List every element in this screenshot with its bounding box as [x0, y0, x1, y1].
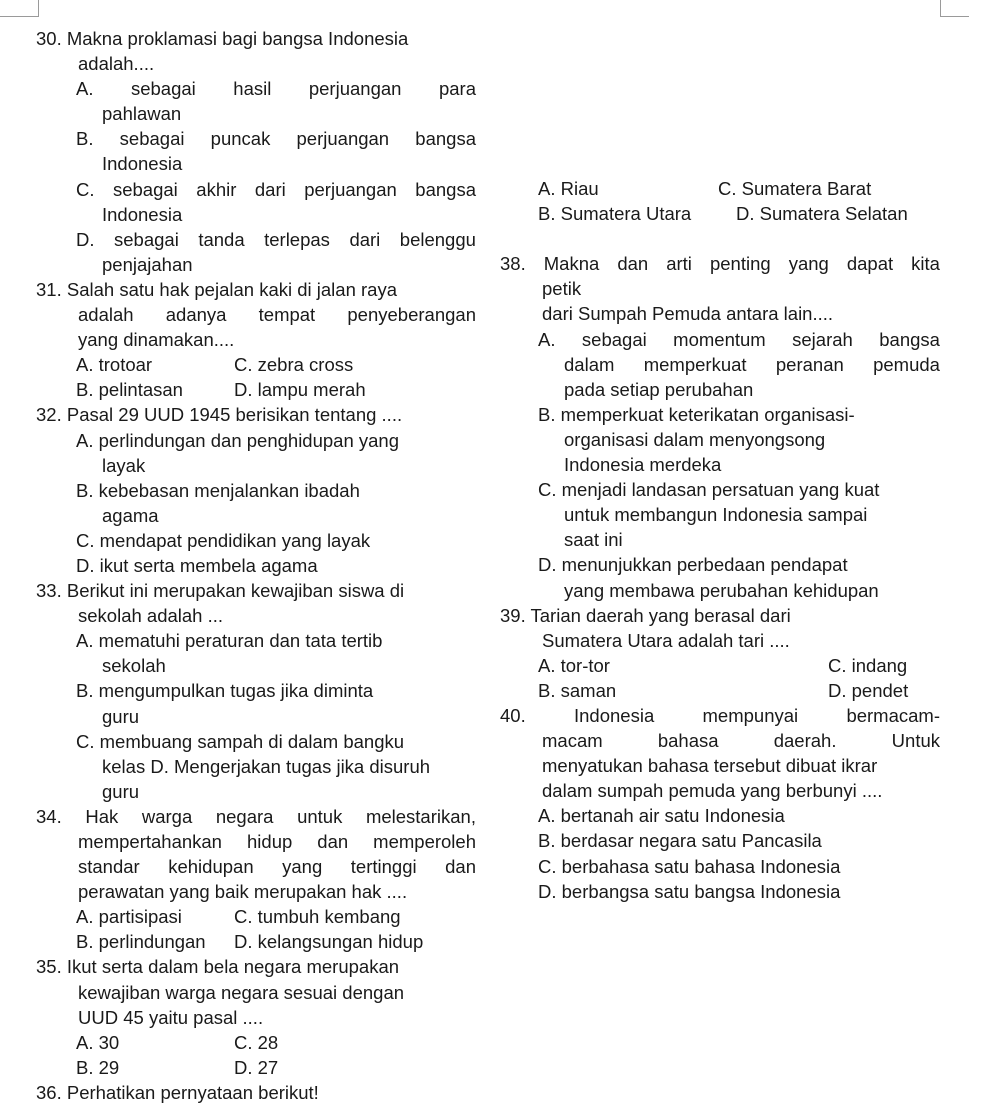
option-first: A. tor-tor: [538, 654, 610, 676]
option-line: pada setiap perubahan: [564, 378, 754, 400]
option-first: A. Riau: [538, 178, 599, 199]
word: dan: [445, 856, 476, 878]
word: 40.: [500, 704, 526, 726]
option-pair: [500, 678, 940, 703]
word: dan: [317, 831, 349, 852]
option-line: [500, 327, 940, 352]
word: B.: [76, 128, 94, 150]
word: D.: [76, 228, 95, 250]
option-first: A. trotoar: [76, 354, 153, 376]
word: sebagai: [581, 328, 647, 350]
option-first: A. partisipasi: [76, 906, 182, 928]
option-first: B. perlindungan: [76, 931, 206, 953]
option-first: B. 29: [76, 1056, 120, 1078]
word: pemuda: [873, 353, 940, 375]
option-line: [36, 227, 476, 252]
option-second: C. zebra cross: [234, 354, 354, 376]
word: hasil: [233, 78, 272, 100]
word: tanda: [198, 228, 245, 250]
option-pair: [500, 201, 940, 226]
option-line: C. membuang sampah di dalam bangku: [76, 730, 405, 752]
question-line: perawatan yang baik merupakan hak ....: [78, 881, 408, 903]
option-line: penjajahan: [102, 253, 193, 275]
word: bangsa: [879, 328, 940, 350]
option-pair: [36, 929, 476, 954]
question-line: Sumatera Utara adalah tari ....: [542, 629, 790, 651]
q34-question: [36, 804, 476, 829]
word: belenggu: [399, 228, 476, 250]
word: dalam: [564, 353, 615, 375]
option-pair: [500, 653, 940, 678]
option-second: D. 27: [234, 1056, 279, 1078]
option-line: Indonesia: [102, 203, 183, 225]
question-line: kewajiban warga negara sesuai dengan: [78, 981, 405, 1003]
option-line: [500, 226, 940, 251]
option-line: untuk membangun Indonesia sampai: [564, 504, 868, 526]
question-line: dari Sumpah Pemuda antara lain....: [542, 303, 834, 325]
question-line: [36, 302, 476, 327]
option-second: C. tumbuh kembang: [234, 906, 401, 928]
option-line: kelas D. Mengerjakan tugas jika disuruh: [102, 755, 431, 777]
word: para: [438, 78, 476, 100]
word: akhir: [196, 178, 237, 200]
word: peranan: [775, 353, 844, 375]
option-second: C. 28: [234, 1031, 279, 1053]
option-pair: [36, 1055, 476, 1080]
right-column: [500, 176, 940, 904]
word: Untuk: [891, 730, 940, 752]
word: standar: [78, 856, 140, 878]
option-line: [36, 126, 476, 151]
option-line: C. berbahasa satu bahasa Indonesia: [538, 855, 841, 877]
word: terlepas: [264, 228, 330, 250]
word: adalah: [78, 304, 134, 326]
word: kita: [911, 253, 940, 275]
option-pair: [36, 1030, 476, 1055]
word: macam: [542, 730, 603, 752]
q39-question: 39. Tarian daerah yang berasal dari: [500, 604, 791, 626]
word: perjuangan: [304, 178, 397, 200]
question-line: adalah....: [78, 53, 155, 75]
word: penyeberangan: [347, 304, 476, 326]
word: kehidupan: [168, 856, 254, 878]
option-second: D. lampu merah: [234, 379, 366, 401]
word: mempertahankan: [78, 831, 222, 852]
word: A.: [538, 328, 556, 350]
option-line: yang membawa perubahan kehidupan: [564, 579, 879, 601]
option-line: D. menunjukkan perbedaan pendapat: [538, 554, 848, 576]
option-line: Indonesia merdeka: [564, 454, 722, 476]
option-first: B. Sumatera Utara: [538, 203, 692, 225]
question-line: sekolah adalah ...: [78, 605, 224, 627]
question-line: menyatukan bahasa tersebut dibuat ikrar: [542, 755, 878, 777]
option-line: B. berdasar negara satu Pancasila: [538, 830, 822, 852]
option-line: D. ikut serta membela agama: [76, 554, 318, 576]
option-line: sekolah: [102, 655, 166, 677]
q31-question: 31. Salah satu hak pejalan kaki di jalan raya: [36, 278, 397, 300]
word: sebagai: [130, 78, 196, 100]
option-pair: [500, 176, 940, 201]
option-second: C. Sumatera Barat: [718, 178, 872, 199]
option-line: D. berbangsa satu bangsa Indonesia: [538, 880, 841, 902]
option-first: A. 30: [76, 1031, 120, 1053]
q33-question: 33. Berikut ini merupakan kewajiban siswa di: [36, 580, 405, 602]
word: dari: [254, 178, 286, 200]
q38-question: [500, 251, 940, 276]
option-line: pahlawan: [102, 103, 182, 125]
word: perjuangan: [296, 128, 390, 150]
option-second: C. indang: [828, 654, 908, 676]
question-line: petik: [542, 278, 582, 300]
word: mempunyai: [702, 704, 799, 726]
option-line: saat ini: [564, 529, 623, 551]
option-first: B. saman: [538, 679, 617, 701]
word: 34.: [36, 805, 62, 827]
word: yang: [788, 253, 829, 275]
option-line: B. kebebasan menjalankan ibadah: [76, 479, 360, 501]
word: Makna: [543, 253, 600, 275]
q35-question: 35. Ikut serta dalam bela negara merupakan: [36, 956, 400, 978]
option-line: layak: [102, 454, 146, 476]
corner-mark-left: [0, 0, 39, 17]
word: hidup: [247, 831, 293, 852]
option-line: Indonesia: [102, 153, 183, 175]
word: memperoleh: [373, 831, 476, 852]
word: sejarah: [792, 328, 853, 350]
word: penting: [709, 253, 771, 275]
option-second: D. kelangsungan hidup: [234, 931, 424, 953]
option-first: B. pelintasan: [76, 379, 183, 401]
option-line: A. bertanah air satu Indonesia: [538, 805, 785, 827]
option-pair: [36, 904, 476, 929]
option-line: [500, 352, 940, 377]
word: warga: [141, 805, 193, 827]
option-second: D. Sumatera Selatan: [736, 203, 908, 225]
word: momentum: [673, 328, 766, 350]
option-line: agama: [102, 504, 159, 526]
word: puncak: [210, 128, 271, 150]
question-line: UUD 45 yaitu pasal ....: [78, 1006, 264, 1028]
left-column: [36, 26, 476, 1105]
q40-question: [500, 703, 940, 728]
word: untuk: [297, 805, 343, 827]
option-line: C. mendapat pendidikan yang layak: [76, 529, 371, 551]
word: bahasa: [657, 730, 719, 752]
word: negara: [215, 805, 274, 827]
word: sebagai: [119, 128, 185, 150]
option-line: [36, 76, 476, 101]
option-line: guru: [102, 780, 140, 802]
word: sebagai: [112, 178, 178, 200]
word: sebagai: [114, 228, 179, 250]
word: bangsa: [415, 178, 476, 200]
option-line: C. menjadi landasan persatuan yang kuat: [538, 479, 880, 501]
option-line: B. memperkuat keterikatan organisasi-: [538, 403, 855, 425]
question-line: yang dinamakan....: [78, 329, 235, 351]
question-line: [500, 728, 940, 753]
word: Indonesia: [574, 704, 655, 726]
option-line: [36, 177, 476, 202]
corner-mark-right: [940, 0, 969, 17]
word: bermacam-: [846, 704, 940, 726]
word: dan: [617, 253, 649, 275]
word: dari: [349, 228, 381, 250]
option-pair: [36, 377, 476, 402]
option-line: B. mengumpulkan tugas jika diminta: [76, 680, 374, 702]
word: tertinggi: [350, 856, 417, 878]
word: dapat: [846, 253, 894, 275]
question-line: [36, 829, 476, 854]
question-line: [36, 854, 476, 879]
option-line: organisasi dalam menyongsong: [564, 428, 826, 450]
word: perjuangan: [308, 78, 402, 100]
word: daerah.: [773, 730, 837, 752]
option-second: D. pendet: [828, 679, 909, 701]
q32-question: 32. Pasal 29 UUD 1945 berisikan tentang ....: [36, 404, 403, 426]
word: arti: [666, 253, 692, 275]
option-line: A. mematuhi peraturan dan tata tertib: [76, 630, 383, 652]
word: Hak: [85, 805, 119, 827]
option-pair: [36, 352, 476, 377]
word: yang: [282, 856, 323, 878]
option-line: guru: [102, 705, 140, 727]
question-line: dalam sumpah pemuda yang berbunyi ....: [542, 780, 883, 802]
q30-question: 30. Makna proklamasi bagi bangsa Indonesia: [36, 28, 409, 49]
word: memperkuat: [643, 353, 747, 375]
word: melestarikan,: [365, 805, 476, 827]
word: A.: [76, 78, 94, 100]
word: adanya: [165, 304, 227, 326]
word: tempat: [258, 304, 316, 326]
word: 38.: [500, 253, 526, 275]
q36-question: 36. Perhatikan pernyataan berikut!: [36, 1081, 319, 1103]
option-line: A. perlindungan dan penghidupan yang: [76, 429, 400, 451]
word: C.: [76, 178, 95, 200]
word: bangsa: [415, 128, 476, 150]
